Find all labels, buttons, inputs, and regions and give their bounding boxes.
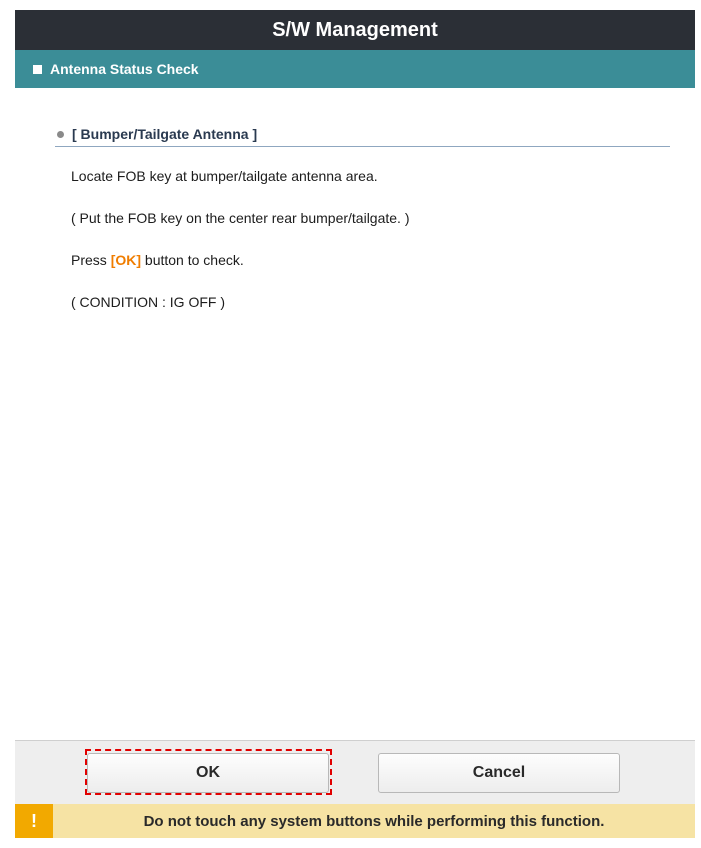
instruction-ok-highlight: [OK] (110, 252, 142, 268)
subheader-bar (15, 50, 695, 88)
cancel-button-label: Cancel (472, 764, 526, 781)
warning-icon: ! (15, 804, 53, 838)
subheader-label: Antenna Status Check (50, 61, 199, 77)
instruction-press-text: Press (71, 252, 107, 268)
warning-bar (15, 804, 695, 838)
content-panel (15, 88, 695, 740)
cancel-button[interactable] (378, 753, 620, 793)
button-bar (15, 740, 695, 805)
window-title (15, 10, 695, 50)
circle-bullet-icon (57, 131, 64, 138)
window-title-text: S/W Management (272, 18, 438, 41)
warning-text: Do not touch any system buttons while performing this function. (143, 812, 605, 830)
ok-button[interactable] (87, 753, 329, 793)
instruction-line-3 (71, 252, 244, 268)
instruction-button-text: button to check. (144, 252, 244, 268)
ok-button-label: OK (196, 764, 220, 781)
instruction-line-2: ( Put the FOB key on the center rear bumper/tailgate. ) (71, 210, 410, 226)
section-title: [ Bumper/Tailgate Antenna ] (72, 126, 258, 142)
instruction-line-1: Locate FOB key at bumper/tailgate antenna area. (71, 168, 378, 184)
section-heading (55, 122, 670, 147)
square-bullet-icon (33, 65, 42, 74)
instruction-line-4: ( CONDITION : IG OFF ) (71, 294, 225, 310)
